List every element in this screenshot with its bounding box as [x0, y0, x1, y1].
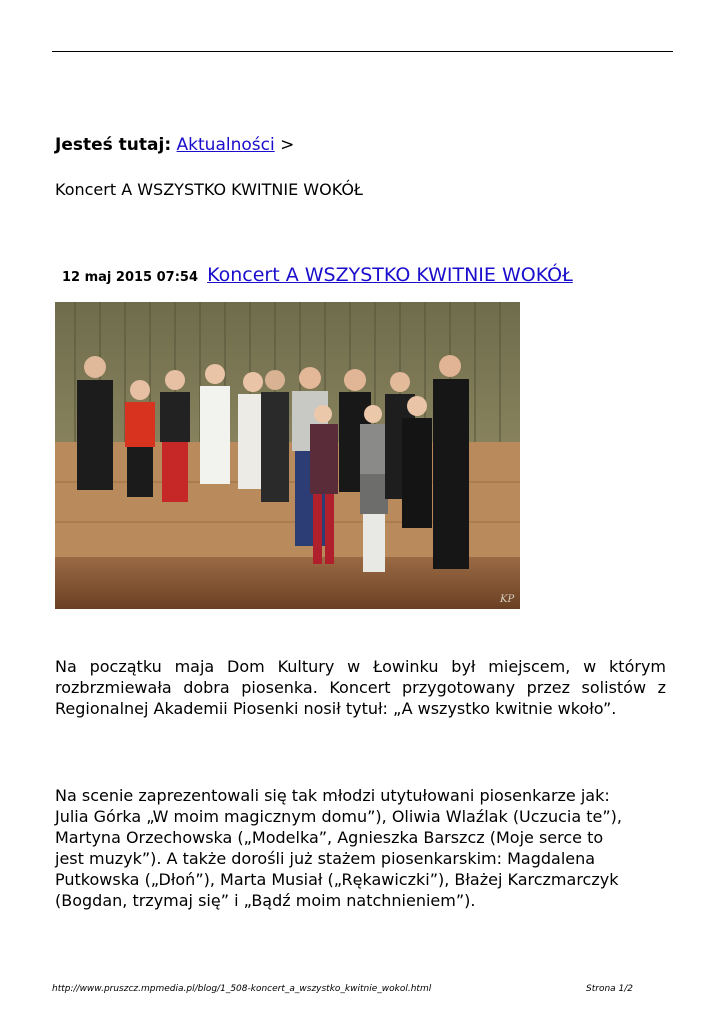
paragraph-2-line: jest muzyk”). A także dorośli już stażem piosenkarskim: Magdalena	[55, 849, 596, 868]
paragraph-2-line: Martyna Orzechowska („Modelka”, Agnieszka Barszcz (Moje serce to	[55, 828, 604, 847]
paragraph-2-line: Julia Górka „W moim magicznym domu”), Oliwia Wlaźlak (Uczucia te”),	[55, 807, 622, 826]
article-header	[62, 264, 573, 286]
paragraph-2-line: Na scenie zaprezentowali się tak młodzi utytułowani piosenkarze jak:	[55, 786, 610, 805]
breadcrumb-label: Jesteś tutaj:	[55, 135, 172, 155]
footer-page-number: Strona 1/2	[586, 984, 634, 994]
article-title-link[interactable]: Koncert A WSZYSTKO KWITNIE WOKÓŁ	[207, 264, 573, 286]
article-photo	[55, 302, 520, 609]
article-paragraph-1: Na początku maja Dom Kultury w Łowinku był miejscem, w którym rozbrzmiewała dobra piosenka. Koncert przygotowany przez solistów z Regionalnej Akademii Piosenki nosił tytuł: „A wszystko kwitnie wkoło”.	[55, 657, 666, 718]
page-title: Koncert A WSZYSTKO KWITNIE WOKÓŁ	[55, 180, 363, 199]
article-paragraph-2	[55, 785, 666, 911]
breadcrumb-separator: >	[280, 135, 295, 155]
top-divider	[52, 51, 673, 52]
photo-watermark: KP	[500, 594, 515, 605]
breadcrumb	[55, 135, 294, 155]
breadcrumb-link-aktualnosci[interactable]: Aktualności	[176, 135, 275, 155]
paragraph-2-line: (Bogdan, trzymaj się” i „Bądź moim natchnieniem”).	[55, 891, 476, 910]
paragraph-2-line: Putkowska („Dłoń”), Marta Musiał („Rękawiczki”), Błażej Karczmarczyk	[55, 870, 619, 889]
footer-url: http://www.pruszcz.mpmedia.pl/blog/1_508-koncert_a_wszystko_kwitnie_wokol.html	[52, 984, 432, 994]
article-date: 12 maj 2015 07:54	[62, 270, 199, 285]
